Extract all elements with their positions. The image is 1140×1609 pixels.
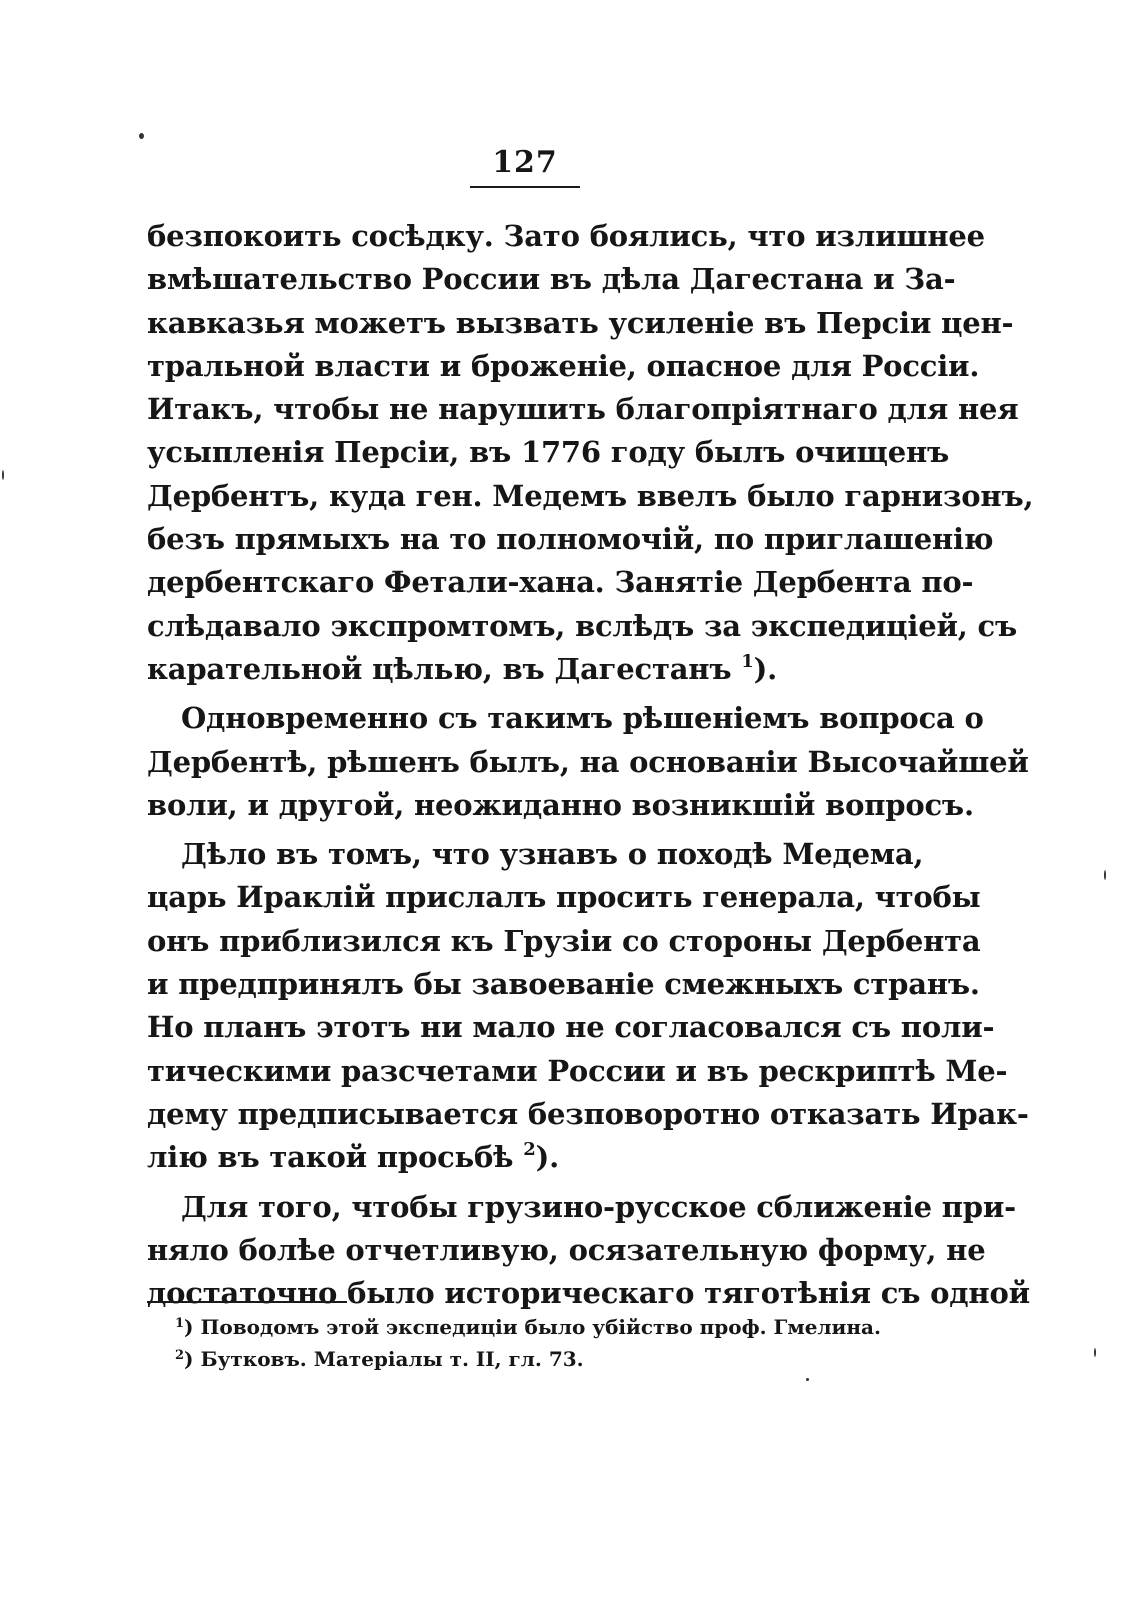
scan-speck bbox=[139, 133, 144, 139]
text-line: безпокоить сосѣдку. Зато боялись, что излишнее bbox=[147, 219, 985, 253]
text-fragment: ). bbox=[535, 1140, 560, 1175]
footnote-2 bbox=[175, 1343, 915, 1375]
text-line: Дербентъ, куда ген. Медемъ ввелъ было гарнизонъ, bbox=[147, 478, 1034, 513]
text-line bbox=[147, 1136, 907, 1179]
text-line: дему предписывается безповоротно отказать Ирак- bbox=[147, 1096, 1029, 1131]
text-line: и предпринялъ бы завоеваніе смежныхъ странъ. bbox=[147, 967, 980, 1002]
text-line: тральной власти и броженіе, опасное для Россіи. bbox=[147, 348, 980, 383]
text-line: Но планъ этотъ ни мало не согласовался съ поли- bbox=[147, 1010, 995, 1045]
footnote-rule bbox=[147, 1301, 347, 1303]
text-line: Для того, чтобы грузино-русское сближеніе при- bbox=[181, 1189, 1016, 1224]
text-line: тическими разсчетами России и въ рескриптѣ Ме- bbox=[147, 1053, 1008, 1088]
scan-speck bbox=[806, 1378, 809, 1381]
text-line: слѣдавало экспромтомъ, вслѣдъ за экспедиціей, съ bbox=[147, 608, 1018, 643]
text-fragment: карательной цѣлью, въ Дагестанъ bbox=[147, 651, 732, 686]
text-line: царь Ираклій прислалъ просить генерала, чтобы bbox=[147, 880, 981, 915]
header-rule bbox=[470, 186, 580, 188]
text-line: Дербентѣ, рѣшенъ былъ, на основаніи Высочайшей bbox=[147, 744, 1029, 779]
scan-speck bbox=[1104, 870, 1106, 880]
body-text bbox=[147, 215, 1034, 1315]
text-line: Одновременно съ такимъ рѣшеніемъ вопроса о bbox=[181, 701, 984, 736]
scan-speck bbox=[1094, 1348, 1096, 1357]
footnote-reference-1[interactable]: 1 bbox=[741, 650, 754, 672]
text-line: воли, и другой, неожиданно возникшій вопросъ. bbox=[147, 787, 974, 822]
text-line: безъ прямыхъ на то полномочій, по приглашенію bbox=[147, 522, 994, 557]
text-line: няло болѣе отчетливую, осязательную форму, не bbox=[147, 1232, 986, 1267]
text-fragment: лію въ такой просьбѣ bbox=[147, 1140, 514, 1175]
footnote-text: ) Бутковъ. Матеріалы т. II, гл. 73. bbox=[184, 1347, 584, 1371]
footnote-1 bbox=[175, 1311, 915, 1343]
text-line: вмѣшательство России въ дѣла Дагестана и За- bbox=[147, 262, 956, 297]
text-line: достаточно было историческаго тяготѣнія съ одной bbox=[147, 1276, 1030, 1311]
scan-speck bbox=[2, 470, 4, 480]
text-fragment: ). bbox=[753, 651, 778, 686]
text-line: Итакъ, чтобы не нарушить благопріятнаго для нея bbox=[147, 392, 1019, 427]
text-line: кавказья можетъ вызвать усиленіе въ Персіи цен- bbox=[147, 305, 1014, 340]
footnote-reference-2[interactable]: 2 bbox=[523, 1139, 536, 1161]
page-number: 127 bbox=[492, 145, 558, 180]
text-line bbox=[147, 648, 907, 691]
footnote-mark: 2 bbox=[175, 1348, 185, 1363]
text-line: дербентскаго Фетали-хана. Занятіе Дербента по- bbox=[147, 565, 974, 600]
text-line: усыпленія Персіи, въ 1776 году былъ очищенъ bbox=[147, 435, 950, 470]
text-line: онъ приблизился къ Грузіи со стороны Дербента bbox=[147, 923, 981, 958]
footnote-text: ) Поводомъ этой экспедиціи было убійство проф. Гмелина. bbox=[184, 1315, 881, 1339]
footnote-mark: 1 bbox=[175, 1316, 185, 1331]
text-line: Дѣло въ томъ, что узнавъ о походѣ Медема, bbox=[181, 837, 924, 872]
footnotes bbox=[175, 1311, 915, 1375]
